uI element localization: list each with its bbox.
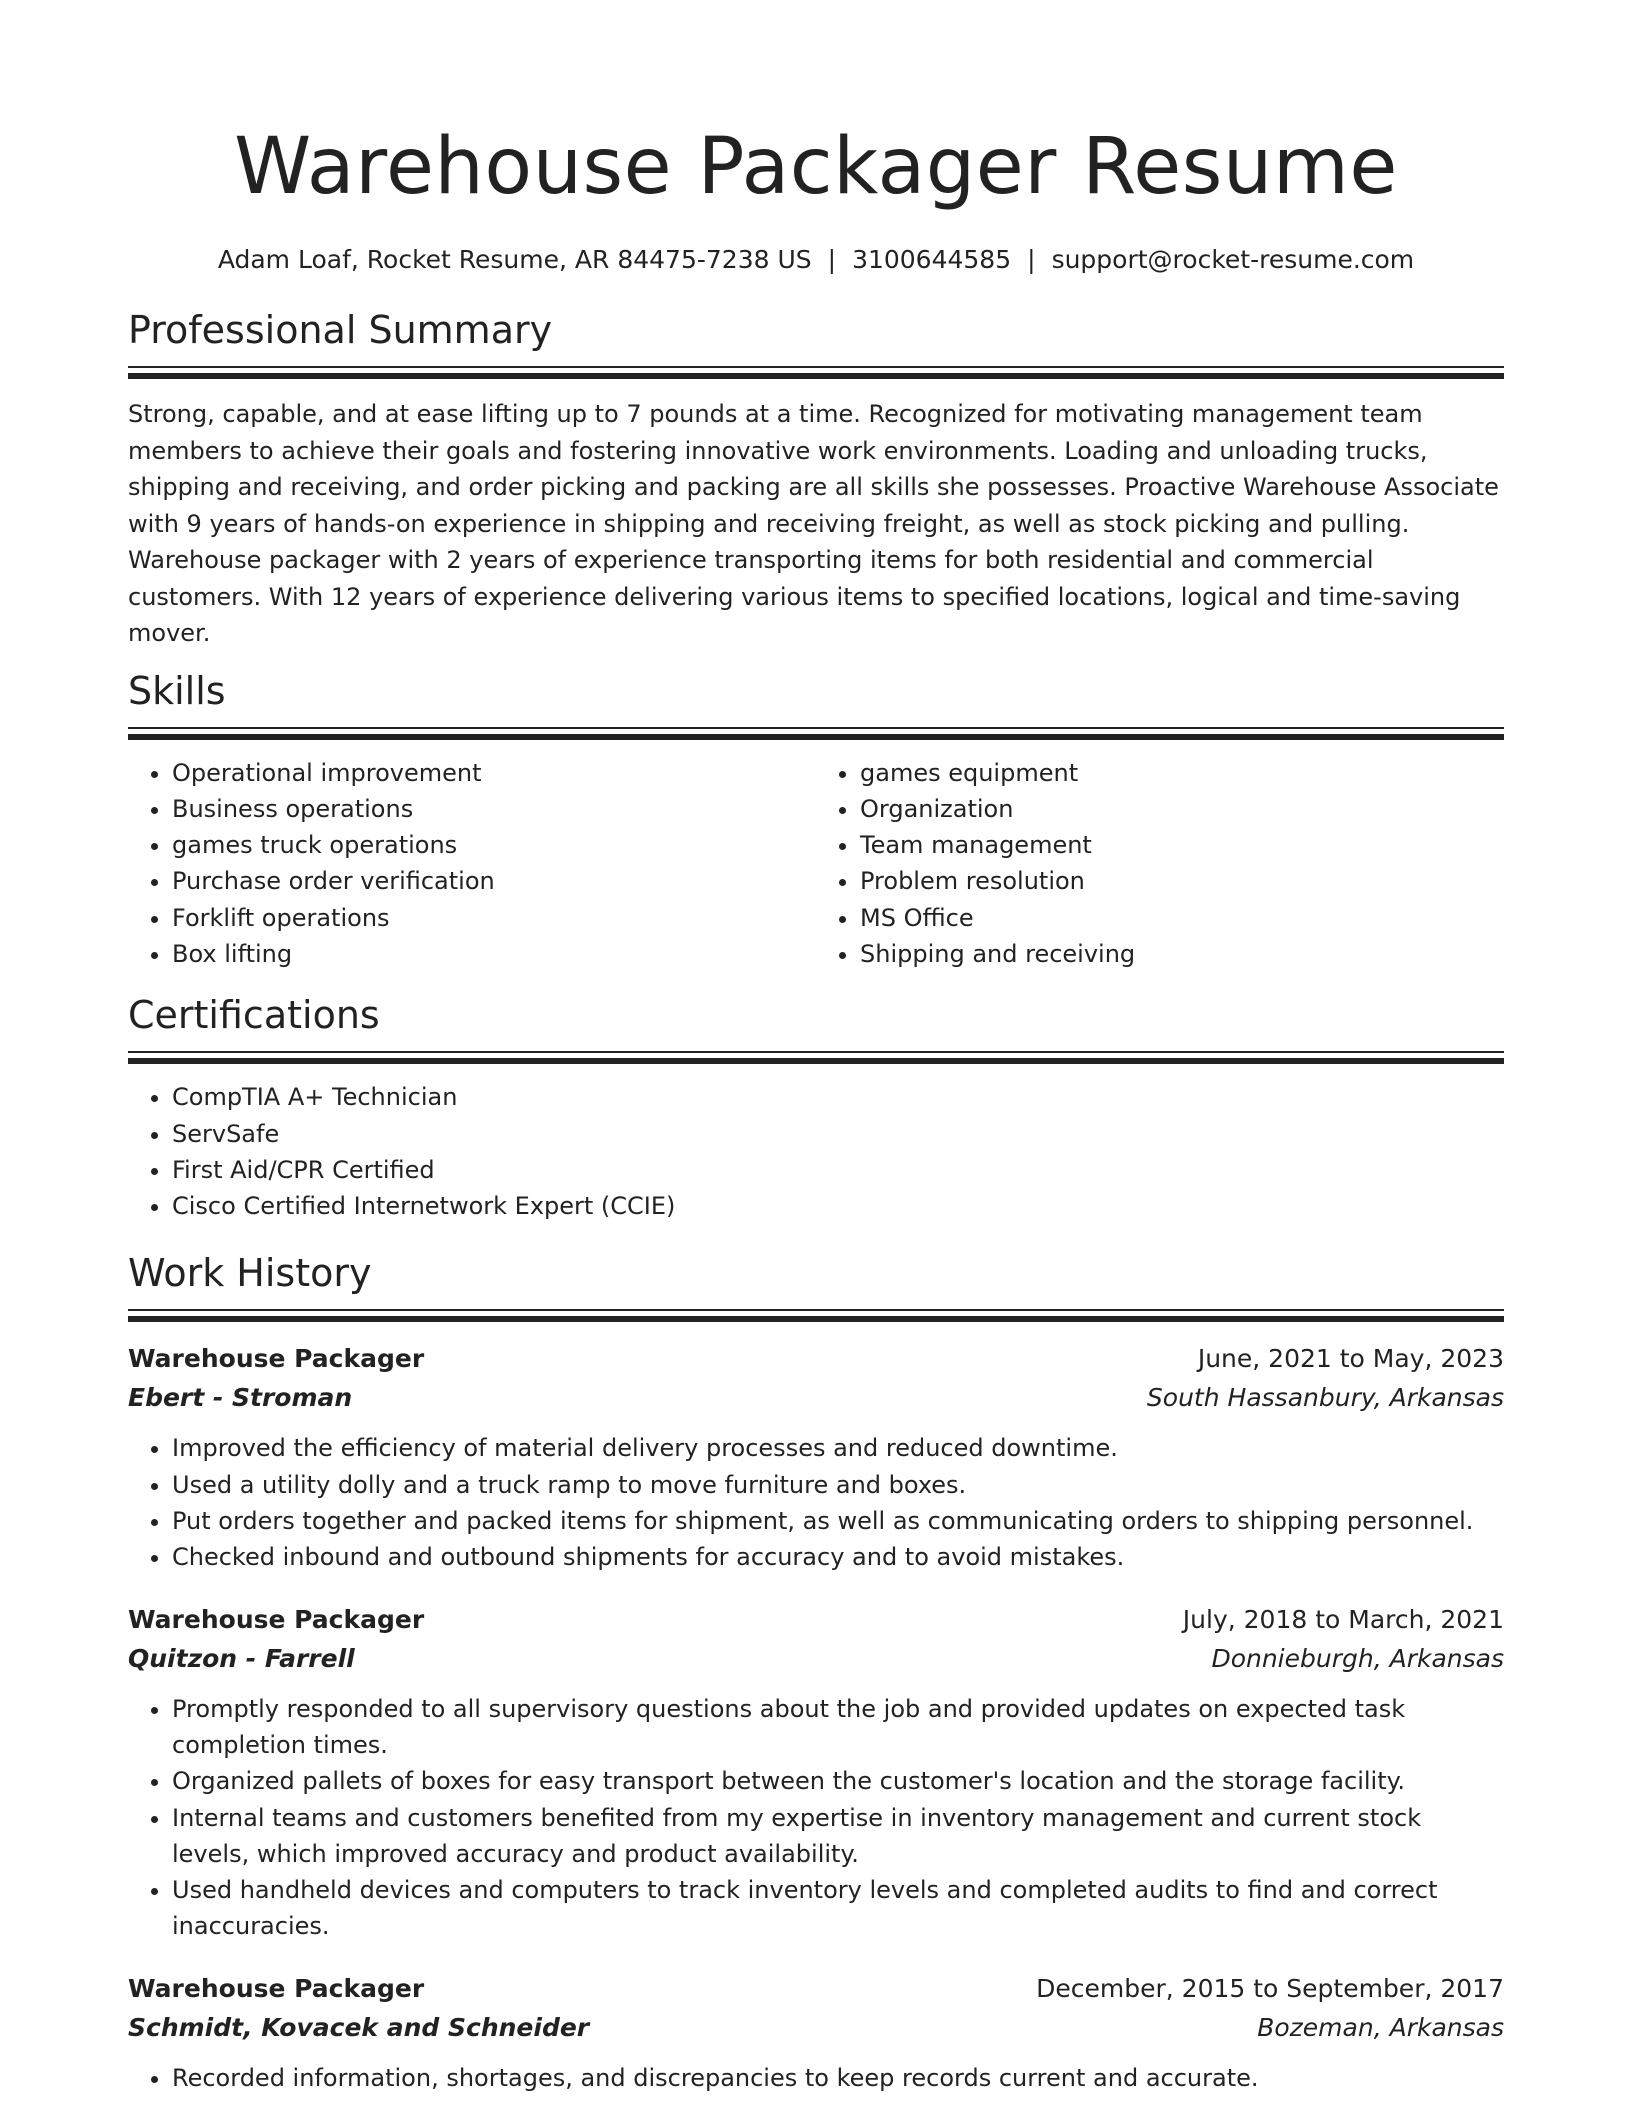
job-bullet: • Promptly responded to all supervisory questions about the job and provided updates on expected task completion times. xyxy=(172,1691,1504,1764)
job-bullet: • Put orders together and packed items for shipment, as well as communicating orders to shipping personnel. xyxy=(172,1503,1504,1539)
job-header-row xyxy=(128,1969,1504,2008)
certifications-list xyxy=(128,1079,1504,1224)
job-bullet: • Improved the efficiency of material delivery processes and reduced downtime. xyxy=(172,1430,1504,1466)
job-bullets xyxy=(128,2060,1504,2096)
skill-item: • games equipment xyxy=(860,755,1504,791)
job-title: Warehouse Packager xyxy=(128,1344,425,1374)
job-bullet: • Organized pallets of boxes for easy transport between the customer's location and the storage facility. xyxy=(172,1763,1504,1799)
contact-line xyxy=(128,243,1504,277)
job-bullet: • Used a utility dolly and a truck ramp to move furniture and boxes. xyxy=(172,1467,1504,1503)
skill-item: • Business operations xyxy=(172,791,816,827)
page-title: Warehouse Packager Resume xyxy=(234,122,1398,212)
contact-address: Adam Loaf, Rocket Resume, AR 84475-7238 US xyxy=(217,245,812,274)
skill-item: • Box lifting xyxy=(172,936,816,972)
skill-item: • Purchase order verification xyxy=(172,863,816,899)
job-location: Donnieburgh, Arkansas xyxy=(1211,1643,1504,1673)
job-location: South Hassanbury, Arkansas xyxy=(1146,1383,1504,1413)
skills-list-left xyxy=(128,755,816,973)
skill-item: • Problem resolution xyxy=(860,863,1504,899)
section-heading-summary: Professional Summary xyxy=(128,308,553,352)
job-entry xyxy=(128,1969,1504,2096)
job-subheader-row xyxy=(128,1378,1504,1417)
job-entry xyxy=(128,1600,1504,1945)
job-company: Schmidt, Kovacek and Schneider xyxy=(128,2012,590,2042)
section-heading-work-history: Work History xyxy=(128,1251,372,1296)
job-title: Warehouse Packager xyxy=(128,1604,425,1634)
job-bullets xyxy=(128,1691,1504,1945)
skill-item: • MS Office xyxy=(860,900,1504,936)
job-dates: July, 2018 to March, 2021 xyxy=(1182,1604,1504,1634)
job-dates: June, 2021 to May, 2023 xyxy=(1197,1344,1504,1374)
job-header-row xyxy=(128,1339,1504,1378)
section-heading-certifications: Certifications xyxy=(128,993,380,1038)
job-dates: December, 2015 to September, 2017 xyxy=(1036,1973,1504,2003)
job-subheader-row xyxy=(128,1639,1504,1678)
job-bullet: • Internal teams and customers benefited from my expertise in inventory management and current stock levels, which improved accuracy and product availability. xyxy=(172,1800,1504,1873)
work-history-section xyxy=(128,1248,1504,2096)
summary-text: Strong, capable, and at ease lifting up to 7 pounds at a time. Recognized for motivating management team members to achieve their goals and fostering innovative work environments. Loading and unloading trucks, shipping and receiving, and order picking and packing are all skills she possesses. Proactive Warehouse Associate with 9 years of hands-on experience in shipping and receiving freight, as well as stock picking and pulling. Warehouse packager with 2 years of experience transporting items for both residential and commercial customers. With 12 years of experience delivering various items to specified locations, logical and time-saving mover. xyxy=(128,400,1499,647)
job-bullets xyxy=(128,1430,1504,1575)
contact-email[interactable]: support@rocket-resume.com xyxy=(1051,245,1415,274)
job-entry xyxy=(128,1339,1504,1575)
contact-phone: 3100644585 xyxy=(852,245,1012,274)
job-bullet: • Recorded information, shortages, and discrepancies to keep records current and accurate. xyxy=(172,2060,1504,2096)
job-bullet: • Used handheld devices and computers to track inventory levels and completed audits to find and correct inaccuracies. xyxy=(172,1872,1504,1945)
job-company: Quitzon - Farrell xyxy=(128,1643,355,1673)
skills-list-right xyxy=(816,755,1504,973)
job-location: Bozeman, Arkansas xyxy=(1257,2012,1504,2042)
skill-item: • Forklift operations xyxy=(172,900,816,936)
summary-section xyxy=(128,305,1504,652)
certification-item: • Cisco Certified Internetwork Expert (CCIE) xyxy=(172,1188,1504,1224)
certification-item: • First Aid/CPR Certified xyxy=(172,1152,1504,1188)
skill-item: • Team management xyxy=(860,827,1504,863)
skill-item: • Organization xyxy=(860,791,1504,827)
skills-section xyxy=(128,666,1504,973)
job-header-row xyxy=(128,1600,1504,1639)
job-subheader-row xyxy=(128,2008,1504,2047)
job-bullet: • Checked inbound and outbound shipments for accuracy and to avoid mistakes. xyxy=(172,1539,1504,1575)
skills-columns xyxy=(128,741,1504,973)
skill-item: • Shipping and receiving xyxy=(860,936,1504,972)
certification-item: • CompTIA A+ Technician xyxy=(172,1079,1504,1115)
certifications-section xyxy=(128,990,1504,1224)
contact-separator: | xyxy=(827,245,837,274)
contact-separator: | xyxy=(1027,245,1036,274)
section-divider xyxy=(128,1051,1504,1065)
section-divider xyxy=(128,1309,1504,1323)
skill-item: • games truck operations xyxy=(172,827,816,863)
skill-item: • Operational improvement xyxy=(172,755,816,791)
section-divider xyxy=(128,366,1504,380)
section-divider xyxy=(128,727,1504,741)
section-heading-skills: Skills xyxy=(128,668,226,713)
job-title: Warehouse Packager xyxy=(128,1973,425,2003)
certification-item: • ServSafe xyxy=(172,1116,1504,1152)
job-company: Ebert - Stroman xyxy=(128,1383,353,1413)
